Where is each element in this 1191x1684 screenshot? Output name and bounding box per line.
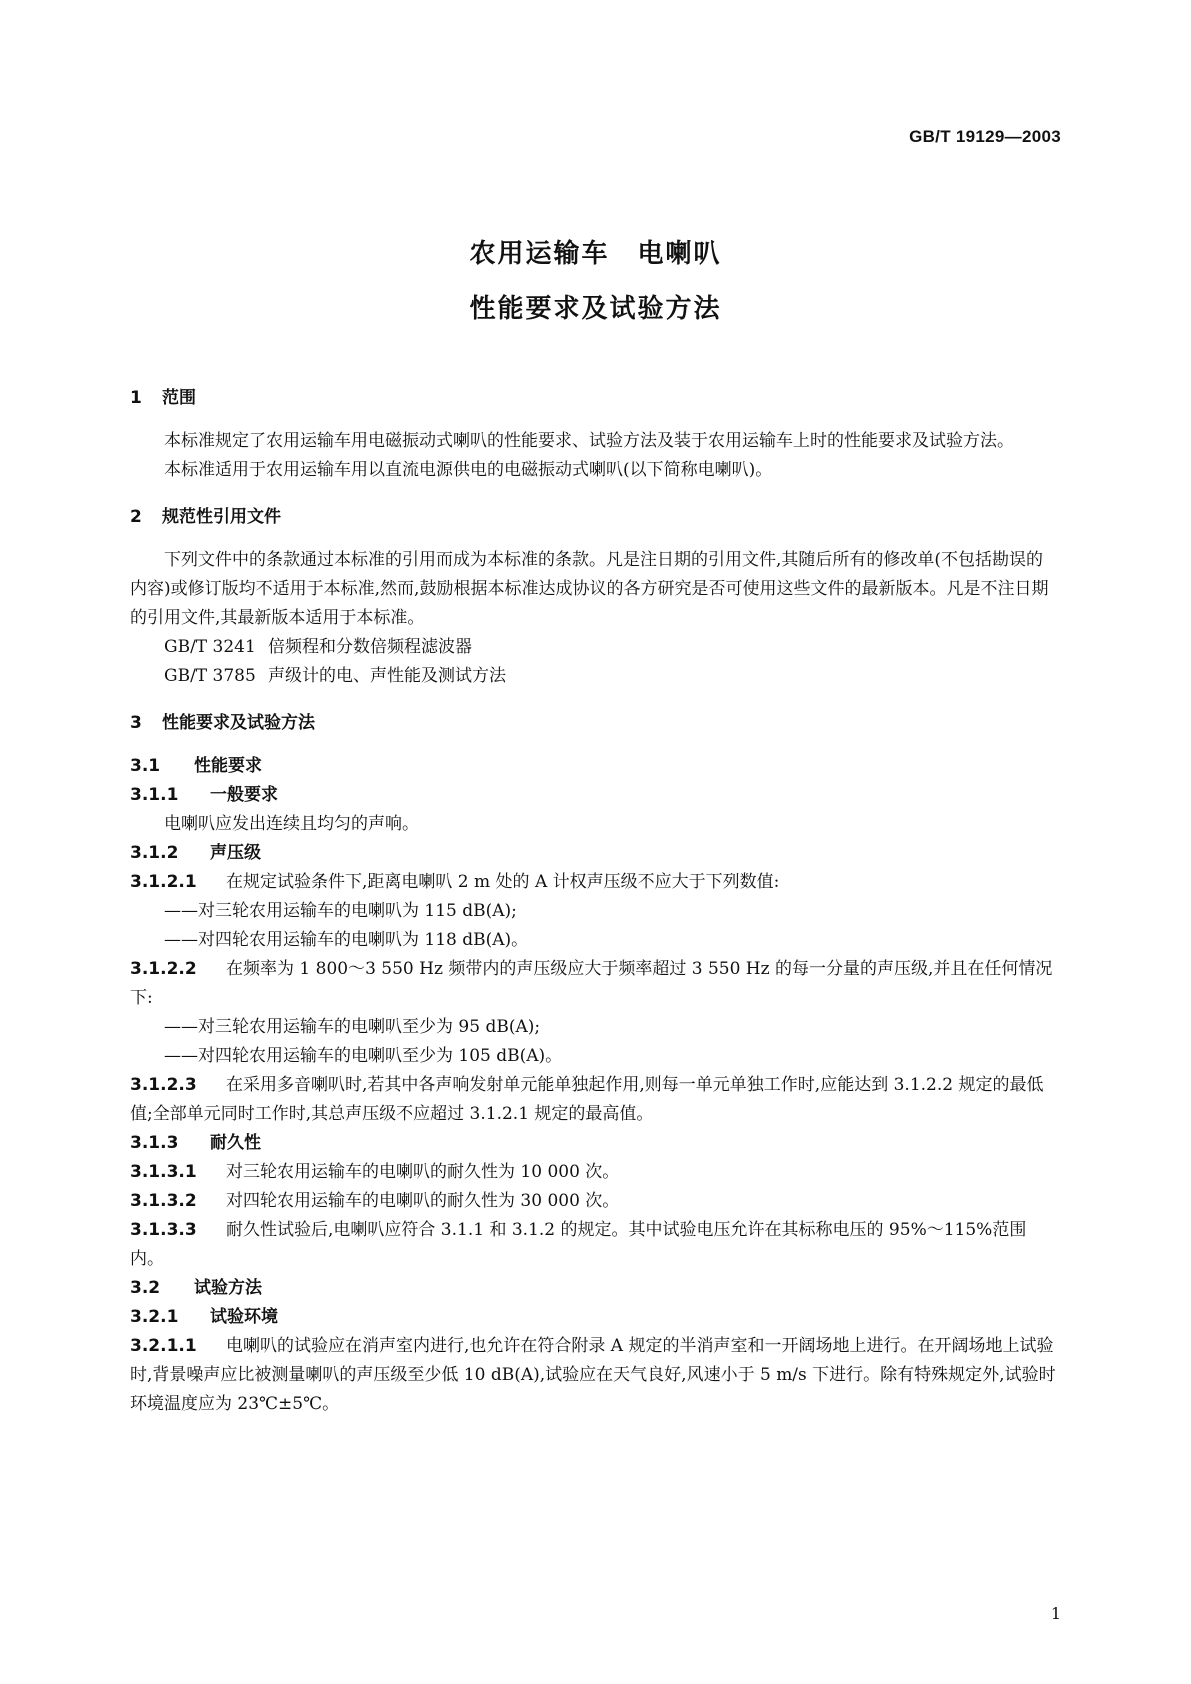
reference-code: GB/T 3241 xyxy=(164,637,256,657)
clause-number: 3.1.2.1 xyxy=(130,872,197,892)
clause xyxy=(130,1158,1060,1187)
list-item: ——对四轮农用运输车的电喇叭至少为 105 dB(A)。 xyxy=(164,1046,563,1066)
clause xyxy=(130,1216,1060,1274)
clause-number: 3.1.2.3 xyxy=(130,1075,197,1095)
subsection-heading xyxy=(130,839,1060,868)
section-number: 2 xyxy=(130,507,142,527)
clause-number: 3.1.3.2 xyxy=(130,1191,197,1211)
section-number: 3.1.3 xyxy=(130,1133,179,1153)
subsection-heading xyxy=(130,1303,1060,1332)
list-item: ——对三轮农用运输车的电喇叭至少为 95 dB(A); xyxy=(164,1017,541,1037)
document-title-line2: 性能要求及试验方法 xyxy=(469,294,722,324)
subsection-heading xyxy=(130,1274,1060,1303)
reference-title: 倍频程和分数倍频程滤波器 xyxy=(268,637,472,657)
clause-number: 3.1.3.1 xyxy=(130,1162,197,1182)
list-item: ——对四轮农用运输车的电喇叭为 118 dB(A)。 xyxy=(164,930,529,950)
section-title: 范围 xyxy=(162,388,196,408)
clause-text: 在频率为 1 800～3 550 Hz 频带内的声压级应大于频率超过 3 550 Hz 的每一分量的声压级,并且在任何情况下: xyxy=(130,959,1053,1008)
section-number: 3.1 xyxy=(130,756,161,776)
paragraph: 本标准适用于农用运输车用以直流电源供电的电磁振动式喇叭(以下简称电喇叭)。 xyxy=(164,460,773,480)
clause-text: 对三轮农用运输车的电喇叭的耐久性为 10 000 次。 xyxy=(226,1162,620,1182)
section-title: 试验方法 xyxy=(194,1278,262,1298)
section-number: 3.1.1 xyxy=(130,785,179,805)
clause-text: 耐久性试验后,电喇叭应符合 3.1.1 和 3.1.2 的规定。其中试验电压允许在其标称电压的 95%～115%范围内。 xyxy=(130,1220,1027,1269)
section-number: 3.2.1 xyxy=(130,1307,179,1327)
standard-code: GB/T 19129—2003 xyxy=(909,127,1061,146)
subsection-heading xyxy=(130,781,1060,810)
clause xyxy=(130,868,1060,897)
subsection-heading xyxy=(130,752,1060,781)
clause-number: 3.2.1.1 xyxy=(130,1336,197,1356)
clause-text: 电喇叭的试验应在消声室内进行,也允许在符合附录 A 规定的半消声室和一开阔场地上进行。在开阔场地上试验时,背景噪声应比被测量喇叭的声压级至少低 10 dB(A),试验应在天气良好,风速小于 5 m/s 下进行。除有特殊规定外,试验时环境温度应为 23℃±5℃。 xyxy=(130,1336,1056,1414)
clause xyxy=(130,955,1060,1013)
paragraph: 本标准规定了农用运输车用电磁振动式喇叭的性能要求、试验方法及装于农用运输车上时的性能要求及试验方法。 xyxy=(164,431,1014,451)
page-number: 1 xyxy=(1050,1604,1061,1623)
reference-item xyxy=(130,662,1060,691)
section-number: 3 xyxy=(130,713,142,733)
clause xyxy=(130,1187,1060,1216)
section-3-heading xyxy=(130,709,1060,738)
reference-title: 声级计的电、声性能及测试方法 xyxy=(268,666,506,686)
list-item: ——对三轮农用运输车的电喇叭为 115 dB(A); xyxy=(164,901,517,921)
section-title: 性能要求 xyxy=(194,756,262,776)
section-title: 一般要求 xyxy=(210,785,278,805)
section-title: 声压级 xyxy=(210,843,261,863)
section-number: 1 xyxy=(130,388,142,408)
clause-text: 对四轮农用运输车的电喇叭的耐久性为 30 000 次。 xyxy=(226,1191,620,1211)
paragraph: 下列文件中的条款通过本标准的引用而成为本标准的条款。凡是注日期的引用文件,其随后所有的修改单(不包括勘误的内容)或修订版均不适用于本标准,然而,鼓励根据本标准达成协议的各方研究是否可使用这些文件的最新版本。凡是不注日期的引用文件,其最新版本适用于本标准。 xyxy=(130,550,1049,628)
clause-number: 3.1.3.3 xyxy=(130,1220,197,1240)
clause-text: 在采用多音喇叭时,若其中各声响发射单元能单独起作用,则每一单元单独工作时,应能达到 3.1.2.2 规定的最低值;全部单元同时工作时,其总声压级不应超过 3.1.2.1 规定的最高值。 xyxy=(130,1075,1044,1124)
paragraph: 电喇叭应发出连续且均匀的声响。 xyxy=(164,814,419,834)
clause xyxy=(130,1071,1060,1129)
section-title: 性能要求及试验方法 xyxy=(162,713,315,733)
document-title-line1: 农用运输车 电喇叭 xyxy=(469,239,722,269)
section-title: 规范性引用文件 xyxy=(162,507,281,527)
clause xyxy=(130,1332,1060,1419)
section-number: 3.2 xyxy=(130,1278,161,1298)
reference-item xyxy=(130,633,1060,662)
clause-text: 在规定试验条件下,距离电喇叭 2 m 处的 A 计权声压级不应大于下列数值: xyxy=(226,872,780,892)
section-1-heading xyxy=(130,384,1060,413)
clause-number: 3.1.2.2 xyxy=(130,959,197,979)
subsection-heading xyxy=(130,1129,1060,1158)
section-title: 耐久性 xyxy=(210,1133,261,1153)
section-title: 试验环境 xyxy=(210,1307,278,1327)
document-body xyxy=(130,384,1060,1419)
reference-code: GB/T 3785 xyxy=(164,666,256,686)
section-2-heading xyxy=(130,503,1060,532)
section-number: 3.1.2 xyxy=(130,843,179,863)
